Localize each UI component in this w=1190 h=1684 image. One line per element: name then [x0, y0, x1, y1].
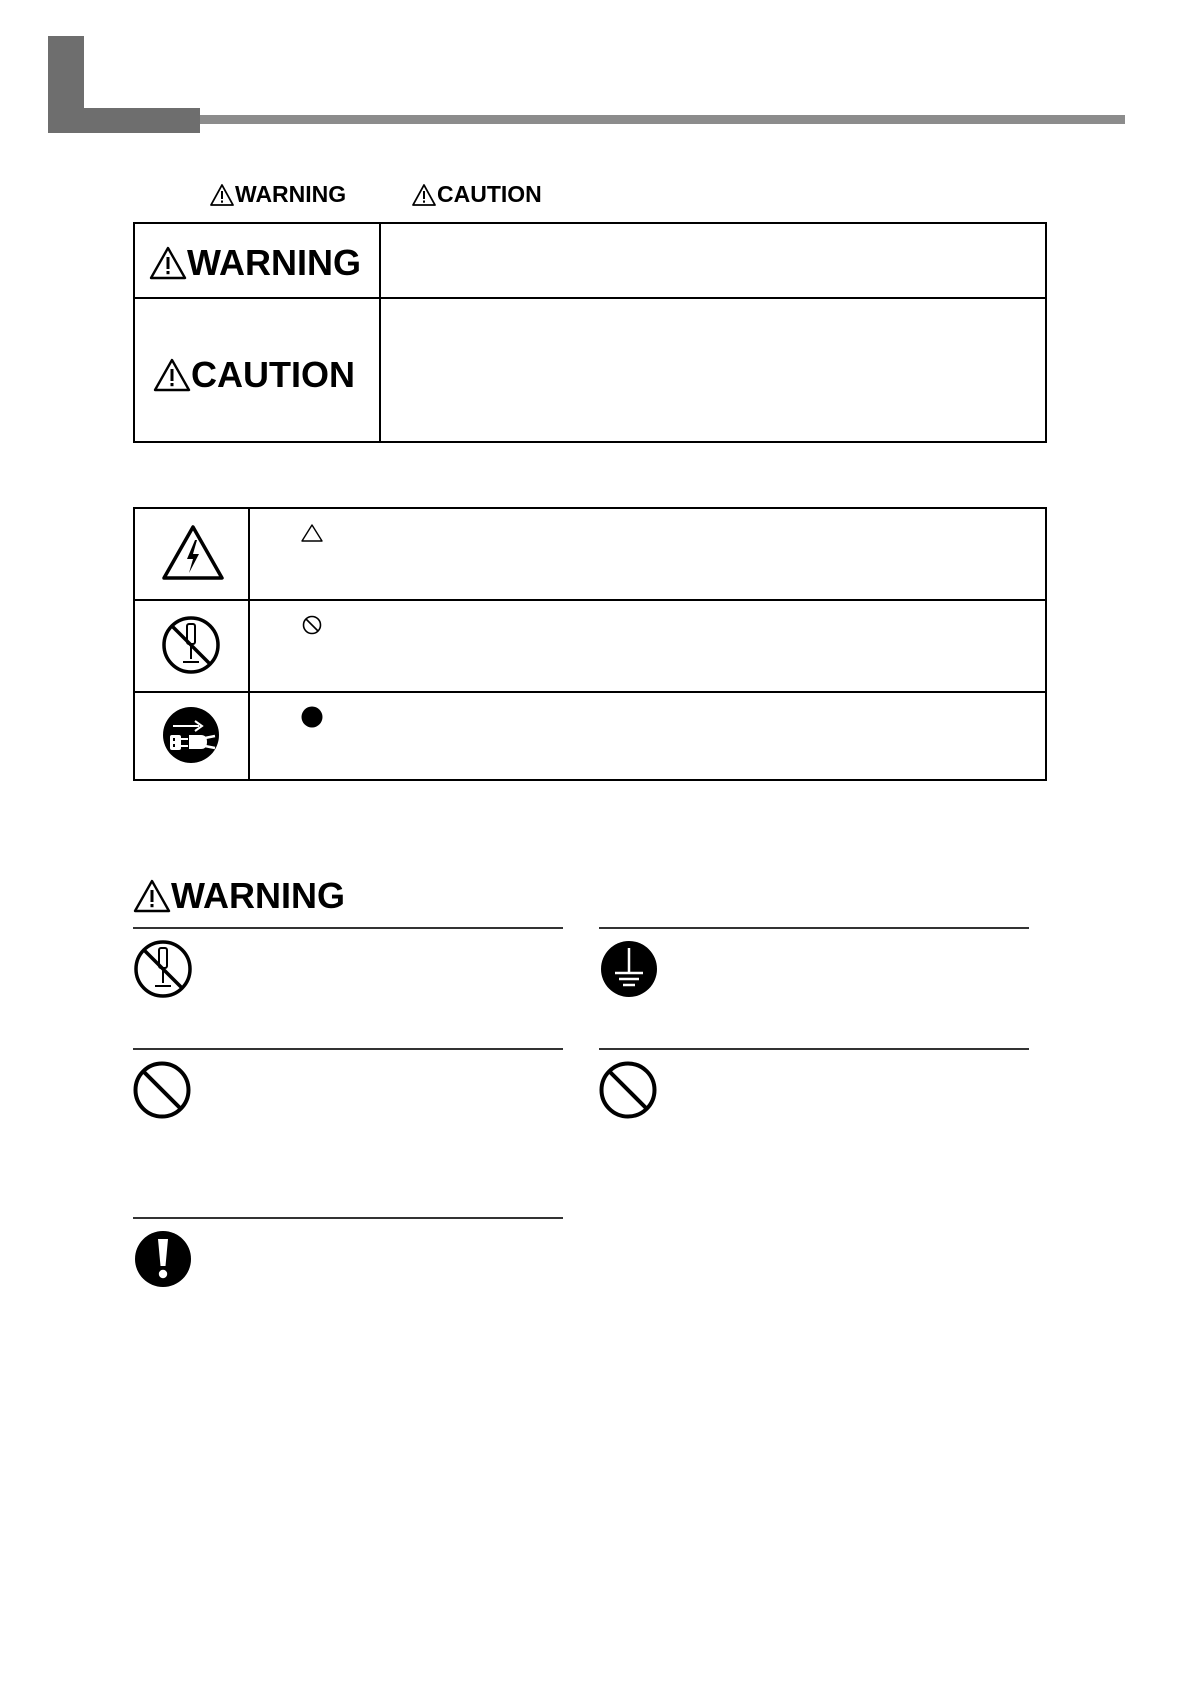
- warnings-section-heading-text: WARNING: [171, 875, 345, 916]
- warning-triangle-icon: [133, 879, 171, 913]
- definition-warning-text: WARNING: [187, 242, 361, 283]
- table-divider: [379, 224, 381, 441]
- header-rule: [200, 115, 1125, 124]
- table-divider: [135, 297, 1045, 299]
- prohibition-small-icon: [301, 614, 323, 636]
- triangle-outline-icon: [300, 523, 324, 543]
- high-voltage-icon: [161, 524, 225, 582]
- item-separator: [133, 1217, 563, 1219]
- no-disassembly-icon: [161, 615, 221, 675]
- definition-warning-label: [149, 242, 361, 284]
- item-separator: [599, 1048, 1029, 1050]
- ground-icon: [599, 939, 659, 999]
- legend-caution-label: CAUTION: [437, 181, 542, 207]
- legend-warning-label: WARNING: [235, 181, 347, 207]
- warning-triangle-icon: [149, 246, 187, 280]
- item-separator: [133, 1048, 563, 1050]
- warnings-section-heading: [133, 875, 345, 917]
- table-divider: [248, 509, 250, 779]
- item-separator: [599, 927, 1029, 929]
- table-divider: [135, 691, 1045, 693]
- warning-triangle-icon: [411, 183, 437, 207]
- filled-circle-icon: [300, 705, 324, 729]
- no-disassembly-icon: [133, 939, 193, 999]
- legend-warning: [209, 181, 346, 208]
- symbol-meaning-table: [133, 507, 1047, 781]
- definition-caution-text: CAUTION: [191, 354, 355, 395]
- definition-caution-label: [153, 354, 355, 396]
- item-separator: [133, 927, 563, 929]
- warning-triangle-icon: [209, 183, 235, 207]
- prohibited-icon: [598, 1060, 658, 1120]
- unplug-icon: [161, 705, 221, 765]
- warning-triangle-icon: [153, 358, 191, 392]
- legend-caution: [411, 181, 542, 208]
- signal-word-definition-table: [133, 222, 1047, 443]
- exclamation-mandatory-icon: [133, 1229, 193, 1289]
- table-divider: [135, 599, 1045, 601]
- header-base-block: [48, 108, 200, 133]
- prohibited-icon: [132, 1060, 192, 1120]
